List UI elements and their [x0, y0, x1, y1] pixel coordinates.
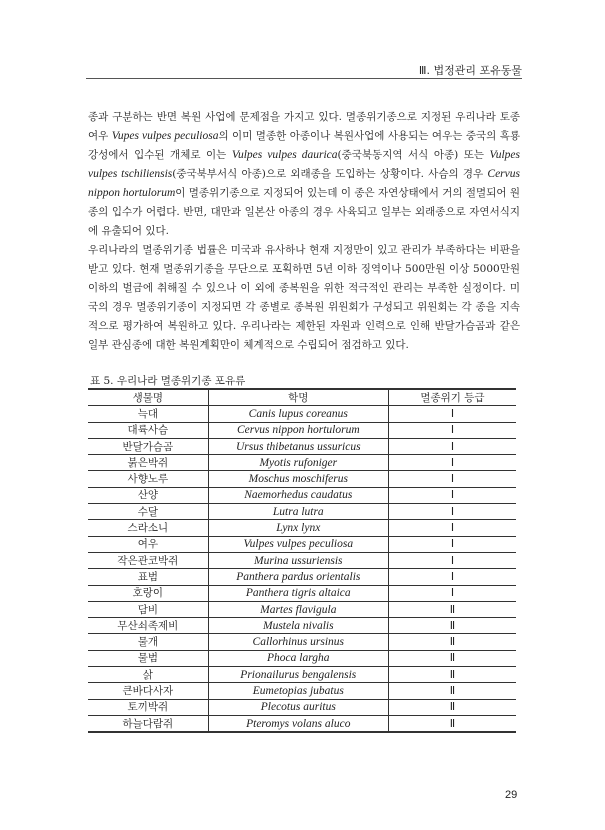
p1-sci-name-1: Vupes vulpes peculiosa [111, 130, 219, 142]
grade-cell: Ⅱ [388, 618, 516, 634]
grade-cell: Ⅰ [388, 487, 516, 503]
grade-cell: Ⅱ [388, 683, 516, 699]
header-scientific-name: 학명 [208, 389, 388, 406]
common-name-cell: 표범 [88, 569, 208, 585]
p1-text-5: 이 멸종위기종으로 지정되어 있는데 이 종은 자연상태에서 거의 절멸되어 원종의 입수가 어렵다. 반면, 대만과 일본산 아종의 경우 사육되고 일부는 외래종으로 자연서식지에 유출되어 있다. [88, 187, 520, 237]
scientific-name-cell: Prionailurus bengalensis [208, 667, 388, 683]
grade-cell: Ⅰ [388, 504, 516, 520]
scientific-name-cell: Canis lupus coreanus [208, 406, 388, 422]
common-name-cell: 작은관코박쥐 [88, 552, 208, 568]
table-row [88, 650, 516, 666]
common-name-cell: 큰바다사자 [88, 683, 208, 699]
grade-cell: Ⅰ [388, 422, 516, 438]
grade-cell: Ⅱ [388, 699, 516, 715]
table-row [88, 552, 516, 568]
scientific-name-cell: Callorhinus ursinus [208, 634, 388, 650]
page-number: 29 [505, 789, 518, 801]
grade-cell: Ⅱ [388, 601, 516, 617]
table-row [88, 504, 516, 520]
table-row [88, 455, 516, 471]
grade-cell: Ⅰ [388, 438, 516, 454]
common-name-cell: 늑대 [88, 406, 208, 422]
scientific-name-cell: Moschus moschiferus [208, 471, 388, 487]
body-text [88, 108, 520, 355]
table-row [88, 634, 516, 650]
scientific-name-cell: Panthera pardus orientalis [208, 569, 388, 585]
grade-cell: Ⅰ [388, 585, 516, 601]
table-body [88, 406, 516, 732]
grade-cell: Ⅱ [388, 667, 516, 683]
running-header [86, 58, 522, 82]
scientific-name-cell: Plecotus auritus [208, 699, 388, 715]
table-row [88, 585, 516, 601]
p1-sci-name-3: Vulpes vulpes tschiliensis [88, 149, 520, 180]
table-header-row [88, 389, 516, 406]
scientific-name-cell: Phoca largha [208, 650, 388, 666]
table-row [88, 618, 516, 634]
grade-cell: Ⅰ [388, 552, 516, 568]
table-caption: 표 5. 우리나라 멸종위기종 포유류 [90, 375, 246, 387]
common-name-cell: 물범 [88, 650, 208, 666]
common-name-cell: 물개 [88, 634, 208, 650]
common-name-cell: 여우 [88, 536, 208, 552]
grade-cell: Ⅱ [388, 715, 516, 732]
common-name-cell: 무산쇠족제비 [88, 618, 208, 634]
common-name-cell: 담비 [88, 601, 208, 617]
table-row [88, 422, 516, 438]
scientific-name-cell: Lynx lynx [208, 520, 388, 536]
table-row [88, 601, 516, 617]
common-name-cell: 대륙사슴 [88, 422, 208, 438]
scientific-name-cell: Vulpes vulpes peculiosa [208, 536, 388, 552]
p1-text-1: 종과 구분하는 반면 복원 사업에 문제점을 가지고 있다. 멸종위기종으로 지정된 우리나라 토종 여우 [88, 111, 520, 142]
table-row [88, 520, 516, 536]
table-row [88, 471, 516, 487]
table-row [88, 699, 516, 715]
scientific-name-cell: Mustela nivalis [208, 618, 388, 634]
table-row [88, 569, 516, 585]
grade-cell: Ⅰ [388, 455, 516, 471]
scientific-name-cell: Cervus nippon hortulorum [208, 422, 388, 438]
table-row [88, 536, 516, 552]
header-section-title: Ⅲ. 법정관리 포유동물 [418, 64, 522, 77]
p1-text-2: 의 이미 멸종한 아종이나 복원사업에 사용되는 여우는 중국의 흑룡강성에서 입수된 개체로 이는 [88, 130, 520, 161]
common-name-cell: 산양 [88, 487, 208, 503]
scientific-name-cell: Ursus thibetanus ussuricus [208, 438, 388, 454]
paragraph-2: 우리나라의 멸종위기종 법률은 미국과 유사하나 현재 지정만이 있고 관리가 부족하다는 비판을 받고 있다. 현재 멸종위기종을 무단으로 포획하면 5년 이하 징역이나 500만원 이상 5000만원 이하의 벌금에 취해질 수 있으나 이 외에 종복원을 위한 적극적인 관리는 부족한 실정이다. 미국의 경우 멸종위기종이 지정되면 각 종별로 종복원 위원회가 구성되고 위원회는 각 종을 지속적으로 평가하여 복원하고 있다. 우리나라는 제한된 자원과 인력으로 인해 반달가슴곰과 같은 일부 관심종에 대한 복원계획만이 체계적으로 수립되어 점검하고 있다. [88, 244, 520, 351]
scientific-name-cell: Eumetopias jubatus [208, 683, 388, 699]
scientific-name-cell: Lutra lutra [208, 504, 388, 520]
table-row [88, 438, 516, 454]
grade-cell: Ⅰ [388, 536, 516, 552]
grade-cell: Ⅰ [388, 406, 516, 422]
common-name-cell: 반달가슴곰 [88, 438, 208, 454]
grade-cell: Ⅰ [388, 471, 516, 487]
common-name-cell: 사향노루 [88, 471, 208, 487]
common-name-cell: 하늘다람쥐 [88, 715, 208, 732]
table-row [88, 667, 516, 683]
grade-cell: Ⅰ [388, 569, 516, 585]
common-name-cell: 토끼박쥐 [88, 699, 208, 715]
common-name-cell: 수달 [88, 504, 208, 520]
header-common-name: 생물명 [88, 389, 208, 406]
p1-sci-name-2: Vulpes vulpes daurica [231, 149, 338, 161]
scientific-name-cell: Murina ussuriensis [208, 552, 388, 568]
scientific-name-cell: Martes flavigula [208, 601, 388, 617]
p1-text-4: (중국북부서식 아종)으로 외래종을 도입하는 상황이다. 사슴의 경우 [172, 168, 488, 180]
common-name-cell: 호랑이 [88, 585, 208, 601]
paragraph-1 [88, 108, 520, 241]
scientific-name-cell: Myotis rufoniger [208, 455, 388, 471]
header-rule [86, 78, 522, 79]
table-row [88, 683, 516, 699]
grade-cell: Ⅱ [388, 634, 516, 650]
p1-sci-name-4: Cervus nippon hortulorum [88, 168, 520, 199]
table-row [88, 487, 516, 503]
species-table [88, 388, 516, 733]
table-row [88, 715, 516, 732]
scientific-name-cell: Pteromys volans aluco [208, 715, 388, 732]
p1-text-3: (중국북동지역 서식 아종) 또는 [337, 149, 490, 161]
header-grade: 멸종위기 등급 [388, 389, 516, 406]
grade-cell: Ⅰ [388, 520, 516, 536]
common-name-cell: 스라소니 [88, 520, 208, 536]
scientific-name-cell: Panthera tigris altaica [208, 585, 388, 601]
common-name-cell: 삵 [88, 667, 208, 683]
table-row [88, 406, 516, 422]
grade-cell: Ⅱ [388, 650, 516, 666]
common-name-cell: 붉은박쥐 [88, 455, 208, 471]
scientific-name-cell: Naemorhedus caudatus [208, 487, 388, 503]
